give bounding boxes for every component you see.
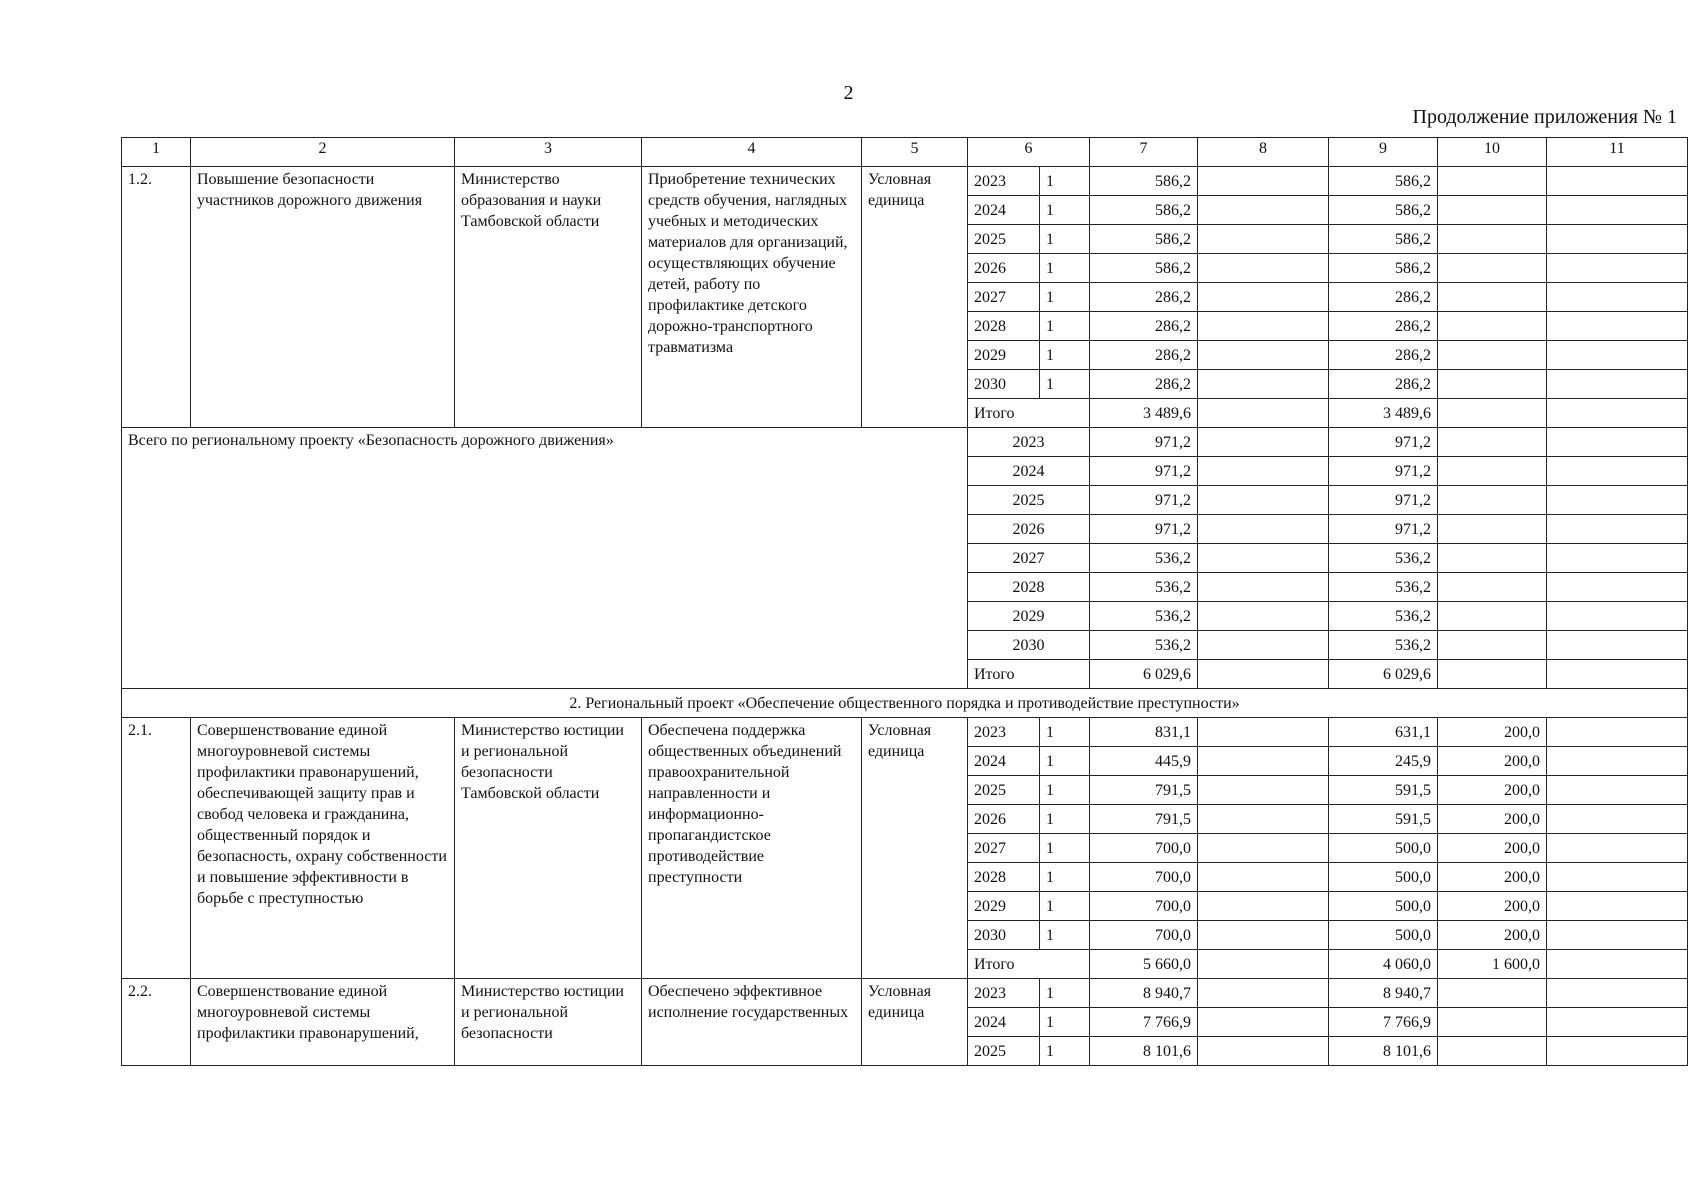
header-cell: 8 bbox=[1198, 138, 1329, 167]
col8-value bbox=[1198, 370, 1329, 399]
col10-value: 200,0 bbox=[1438, 747, 1547, 776]
col10-value: 200,0 bbox=[1438, 805, 1547, 834]
quantity-cell: 1 bbox=[1040, 196, 1090, 225]
item-name: Совершенствование единой многоуровневой системы профилактики правонарушений, bbox=[191, 979, 455, 1066]
year-cell: 2029 bbox=[968, 341, 1040, 370]
col10-value: 1 600,0 bbox=[1438, 950, 1547, 979]
col8-value bbox=[1198, 341, 1329, 370]
year-cell: 2024 bbox=[968, 747, 1040, 776]
header-cell: 1 bbox=[122, 138, 191, 167]
col10-value bbox=[1438, 486, 1547, 515]
col7-value: 586,2 bbox=[1090, 167, 1198, 196]
col10-value bbox=[1438, 399, 1547, 428]
year-cell: 2027 bbox=[968, 283, 1040, 312]
project-total-row bbox=[122, 428, 1688, 457]
year-cell: 2025 bbox=[968, 776, 1040, 805]
col9-value: 586,2 bbox=[1329, 254, 1438, 283]
year-cell: 2025 bbox=[968, 486, 1090, 515]
item-name: Повышение безопасности участников дорожного движения bbox=[191, 167, 455, 428]
col7-value: 286,2 bbox=[1090, 370, 1198, 399]
col10-value bbox=[1438, 254, 1547, 283]
col11-value bbox=[1547, 515, 1688, 544]
col7-value: 700,0 bbox=[1090, 892, 1198, 921]
col8-value bbox=[1198, 602, 1329, 631]
col7-value: 971,2 bbox=[1090, 457, 1198, 486]
item-number: 2.2. bbox=[122, 979, 191, 1066]
col8-value bbox=[1198, 979, 1329, 1008]
item-number: 2.1. bbox=[122, 718, 191, 979]
col11-value bbox=[1547, 283, 1688, 312]
col8-value bbox=[1198, 515, 1329, 544]
header-cell: 11 bbox=[1547, 138, 1688, 167]
header-cell: 10 bbox=[1438, 138, 1547, 167]
item-result: Обеспечено эффективное исполнение государственных bbox=[642, 979, 862, 1066]
col9-value: 536,2 bbox=[1329, 544, 1438, 573]
col10-value bbox=[1438, 225, 1547, 254]
col8-value bbox=[1198, 544, 1329, 573]
col10-value: 200,0 bbox=[1438, 921, 1547, 950]
col7-value: 586,2 bbox=[1090, 196, 1198, 225]
quantity-cell: 1 bbox=[1040, 312, 1090, 341]
col10-value bbox=[1438, 1008, 1547, 1037]
col11-value bbox=[1547, 1037, 1688, 1066]
table-body bbox=[122, 138, 1688, 1066]
col8-value bbox=[1198, 399, 1329, 428]
col10-value bbox=[1438, 979, 1547, 1008]
item-unit: Условная единица bbox=[862, 718, 968, 979]
col8-value bbox=[1198, 950, 1329, 979]
year-cell: 2026 bbox=[968, 805, 1040, 834]
col7-value: 700,0 bbox=[1090, 921, 1198, 950]
header-cell: 3 bbox=[455, 138, 642, 167]
year-cell: 2023 bbox=[968, 718, 1040, 747]
col8-value bbox=[1198, 805, 1329, 834]
col10-value bbox=[1438, 602, 1547, 631]
col11-value bbox=[1547, 921, 1688, 950]
year-cell: 2026 bbox=[968, 254, 1040, 283]
col10-value bbox=[1438, 573, 1547, 602]
col10-value bbox=[1438, 312, 1547, 341]
quantity-cell: 1 bbox=[1040, 718, 1090, 747]
col9-value: 591,5 bbox=[1329, 776, 1438, 805]
quantity-cell: 1 bbox=[1040, 283, 1090, 312]
col11-value bbox=[1547, 457, 1688, 486]
quantity-cell: 1 bbox=[1040, 225, 1090, 254]
item-2-2-row bbox=[122, 979, 1688, 1008]
col11-value bbox=[1547, 399, 1688, 428]
col9-value: 286,2 bbox=[1329, 312, 1438, 341]
col11-value bbox=[1547, 486, 1688, 515]
col8-value bbox=[1198, 747, 1329, 776]
year-cell: 2025 bbox=[968, 1037, 1040, 1066]
col11-value bbox=[1547, 747, 1688, 776]
year-cell: 2028 bbox=[968, 312, 1040, 341]
col7-value: 971,2 bbox=[1090, 428, 1198, 457]
col9-value: 536,2 bbox=[1329, 631, 1438, 660]
item-name: Совершенствование единой многоуровневой системы профилактики правонарушений, обеспечивающей защиту прав и свобод человека и гражданина, общественный порядок и безопасность, охрану собственности и повышение эффективности в борьбе с преступностью bbox=[191, 718, 455, 979]
col11-value bbox=[1547, 573, 1688, 602]
total-label: Итого bbox=[968, 399, 1090, 428]
year-cell: 2029 bbox=[968, 602, 1090, 631]
item-executor: Министерство юстиции и региональной безопасности Тамбовской области bbox=[455, 718, 642, 979]
col10-value: 200,0 bbox=[1438, 892, 1547, 921]
header-cell: 4 bbox=[642, 138, 862, 167]
col7-value: 5 660,0 bbox=[1090, 950, 1198, 979]
item-result: Приобретение технических средств обучения, наглядных учебных и методических материалов для организаций, осуществляющих обучение детей, работу по профилактике детского дорожно-транспортного травматизма bbox=[642, 167, 862, 428]
quantity-cell: 1 bbox=[1040, 776, 1090, 805]
col10-value bbox=[1438, 457, 1547, 486]
header-row bbox=[122, 138, 1688, 167]
col8-value bbox=[1198, 225, 1329, 254]
item-unit: Условная единица bbox=[862, 167, 968, 428]
col8-value bbox=[1198, 312, 1329, 341]
year-cell: 2027 bbox=[968, 544, 1090, 573]
item-executor: Министерство образования и науки Тамбовской области bbox=[455, 167, 642, 428]
header-cell: 5 bbox=[862, 138, 968, 167]
col10-value bbox=[1438, 370, 1547, 399]
quantity-cell: 1 bbox=[1040, 747, 1090, 776]
col9-value: 286,2 bbox=[1329, 370, 1438, 399]
col9-value: 536,2 bbox=[1329, 602, 1438, 631]
year-cell: 2030 bbox=[968, 631, 1090, 660]
col9-value: 971,2 bbox=[1329, 515, 1438, 544]
col10-value bbox=[1438, 660, 1547, 689]
col7-value: 791,5 bbox=[1090, 776, 1198, 805]
col11-value bbox=[1547, 892, 1688, 921]
col11-value bbox=[1547, 718, 1688, 747]
col7-value: 8 101,6 bbox=[1090, 1037, 1198, 1066]
col7-value: 536,2 bbox=[1090, 573, 1198, 602]
item-unit: Условная единица bbox=[862, 979, 968, 1066]
col8-value bbox=[1198, 1008, 1329, 1037]
col9-value: 3 489,6 bbox=[1329, 399, 1438, 428]
col11-value bbox=[1547, 254, 1688, 283]
col9-value: 971,2 bbox=[1329, 457, 1438, 486]
col8-value bbox=[1198, 660, 1329, 689]
col9-value: 8 940,7 bbox=[1329, 979, 1438, 1008]
col7-value: 8 940,7 bbox=[1090, 979, 1198, 1008]
col7-value: 286,2 bbox=[1090, 283, 1198, 312]
col11-value bbox=[1547, 660, 1688, 689]
header-cell: 2 bbox=[191, 138, 455, 167]
year-cell: 2023 bbox=[968, 428, 1090, 457]
total-label: Итого bbox=[968, 950, 1090, 979]
col10-value bbox=[1438, 544, 1547, 573]
quantity-cell: 1 bbox=[1040, 254, 1090, 283]
page-number: 2 bbox=[843, 82, 854, 104]
item-executor: Министерство юстиции и региональной безопасности bbox=[455, 979, 642, 1066]
col11-value bbox=[1547, 1008, 1688, 1037]
col8-value bbox=[1198, 863, 1329, 892]
col9-value: 586,2 bbox=[1329, 167, 1438, 196]
col9-value: 586,2 bbox=[1329, 196, 1438, 225]
col7-value: 445,9 bbox=[1090, 747, 1198, 776]
col8-value bbox=[1198, 283, 1329, 312]
col8-value bbox=[1198, 834, 1329, 863]
col8-value bbox=[1198, 196, 1329, 225]
col8-value bbox=[1198, 921, 1329, 950]
total-label: Итого bbox=[968, 660, 1090, 689]
year-cell: 2023 bbox=[968, 167, 1040, 196]
year-cell: 2030 bbox=[968, 921, 1040, 950]
item-number: 1.2. bbox=[122, 167, 191, 428]
col8-value bbox=[1198, 486, 1329, 515]
header-cell: 6 bbox=[968, 138, 1090, 167]
year-cell: 2028 bbox=[968, 573, 1090, 602]
col10-value: 200,0 bbox=[1438, 834, 1547, 863]
quantity-cell: 1 bbox=[1040, 863, 1090, 892]
col11-value bbox=[1547, 834, 1688, 863]
col10-value bbox=[1438, 1037, 1547, 1066]
col9-value: 6 029,6 bbox=[1329, 660, 1438, 689]
col11-value bbox=[1547, 602, 1688, 631]
col9-value: 971,2 bbox=[1329, 428, 1438, 457]
quantity-cell: 1 bbox=[1040, 167, 1090, 196]
col7-value: 700,0 bbox=[1090, 834, 1198, 863]
col10-value bbox=[1438, 515, 1547, 544]
year-cell: 2028 bbox=[968, 863, 1040, 892]
col10-value: 200,0 bbox=[1438, 776, 1547, 805]
col8-value bbox=[1198, 167, 1329, 196]
col7-value: 700,0 bbox=[1090, 863, 1198, 892]
year-cell: 2024 bbox=[968, 196, 1040, 225]
col8-value bbox=[1198, 631, 1329, 660]
quantity-cell: 1 bbox=[1040, 892, 1090, 921]
col9-value: 7 766,9 bbox=[1329, 1008, 1438, 1037]
col7-value: 286,2 bbox=[1090, 341, 1198, 370]
col8-value bbox=[1198, 254, 1329, 283]
col11-value bbox=[1547, 167, 1688, 196]
col7-value: 971,2 bbox=[1090, 486, 1198, 515]
col8-value bbox=[1198, 718, 1329, 747]
col9-value: 286,2 bbox=[1329, 283, 1438, 312]
col10-value bbox=[1438, 167, 1547, 196]
col8-value bbox=[1198, 457, 1329, 486]
header-cell: 9 bbox=[1329, 138, 1438, 167]
quantity-cell: 1 bbox=[1040, 1008, 1090, 1037]
col9-value: 500,0 bbox=[1329, 921, 1438, 950]
year-cell: 2023 bbox=[968, 979, 1040, 1008]
year-cell: 2027 bbox=[968, 834, 1040, 863]
col11-value bbox=[1547, 863, 1688, 892]
col9-value: 4 060,0 bbox=[1329, 950, 1438, 979]
item-result: Обеспечена поддержка общественных объединений правоохранительной направленности и информационно-пропагандистское противодействие преступности bbox=[642, 718, 862, 979]
quantity-cell: 1 bbox=[1040, 370, 1090, 399]
col9-value: 591,5 bbox=[1329, 805, 1438, 834]
project-total-label: Всего по региональному проекту «Безопасность дорожного движения» bbox=[122, 428, 968, 689]
col11-value bbox=[1547, 312, 1688, 341]
col11-value bbox=[1547, 805, 1688, 834]
col8-value bbox=[1198, 1037, 1329, 1066]
item-2-1-row bbox=[122, 718, 1688, 747]
col7-value: 3 489,6 bbox=[1090, 399, 1198, 428]
appendix-table bbox=[121, 137, 1688, 1066]
col11-value bbox=[1547, 631, 1688, 660]
col10-value: 200,0 bbox=[1438, 718, 1547, 747]
section-title: 2. Региональный проект «Обеспечение общественного порядка и противодействие преступности» bbox=[122, 689, 1688, 718]
year-cell: 2026 bbox=[968, 515, 1090, 544]
col7-value: 831,1 bbox=[1090, 718, 1198, 747]
col11-value bbox=[1547, 196, 1688, 225]
year-cell: 2030 bbox=[968, 370, 1040, 399]
quantity-cell: 1 bbox=[1040, 834, 1090, 863]
col7-value: 971,2 bbox=[1090, 515, 1198, 544]
col9-value: 500,0 bbox=[1329, 863, 1438, 892]
col9-value: 971,2 bbox=[1329, 486, 1438, 515]
col7-value: 586,2 bbox=[1090, 254, 1198, 283]
col10-value bbox=[1438, 631, 1547, 660]
quantity-cell: 1 bbox=[1040, 1037, 1090, 1066]
quantity-cell: 1 bbox=[1040, 979, 1090, 1008]
year-cell: 2029 bbox=[968, 892, 1040, 921]
col9-value: 245,9 bbox=[1329, 747, 1438, 776]
col10-value bbox=[1438, 341, 1547, 370]
quantity-cell: 1 bbox=[1040, 921, 1090, 950]
col10-value: 200,0 bbox=[1438, 863, 1547, 892]
col11-value bbox=[1547, 776, 1688, 805]
col7-value: 6 029,6 bbox=[1090, 660, 1198, 689]
col7-value: 7 766,9 bbox=[1090, 1008, 1198, 1037]
col11-value bbox=[1547, 950, 1688, 979]
col8-value bbox=[1198, 428, 1329, 457]
col8-value bbox=[1198, 573, 1329, 602]
col7-value: 791,5 bbox=[1090, 805, 1198, 834]
col7-value: 536,2 bbox=[1090, 631, 1198, 660]
col11-value bbox=[1547, 370, 1688, 399]
col7-value: 586,2 bbox=[1090, 225, 1198, 254]
col11-value bbox=[1547, 544, 1688, 573]
col10-value bbox=[1438, 283, 1547, 312]
col9-value: 536,2 bbox=[1329, 573, 1438, 602]
quantity-cell: 1 bbox=[1040, 341, 1090, 370]
col8-value bbox=[1198, 892, 1329, 921]
col9-value: 500,0 bbox=[1329, 834, 1438, 863]
col11-value bbox=[1547, 428, 1688, 457]
col10-value bbox=[1438, 428, 1547, 457]
year-cell: 2024 bbox=[968, 457, 1090, 486]
col9-value: 586,2 bbox=[1329, 225, 1438, 254]
continuation-label: Продолжение приложения № 1 bbox=[1412, 106, 1677, 128]
col9-value: 286,2 bbox=[1329, 341, 1438, 370]
col9-value: 500,0 bbox=[1329, 892, 1438, 921]
col10-value bbox=[1438, 196, 1547, 225]
col7-value: 536,2 bbox=[1090, 544, 1198, 573]
col11-value bbox=[1547, 979, 1688, 1008]
header-cell: 7 bbox=[1090, 138, 1198, 167]
col7-value: 286,2 bbox=[1090, 312, 1198, 341]
section-title-row bbox=[122, 689, 1688, 718]
year-cell: 2024 bbox=[968, 1008, 1040, 1037]
col11-value bbox=[1547, 341, 1688, 370]
col9-value: 8 101,6 bbox=[1329, 1037, 1438, 1066]
quantity-cell: 1 bbox=[1040, 805, 1090, 834]
col9-value: 631,1 bbox=[1329, 718, 1438, 747]
col7-value: 536,2 bbox=[1090, 602, 1198, 631]
col8-value bbox=[1198, 776, 1329, 805]
col11-value bbox=[1547, 225, 1688, 254]
year-cell: 2025 bbox=[968, 225, 1040, 254]
item-1-2-row bbox=[122, 167, 1688, 196]
